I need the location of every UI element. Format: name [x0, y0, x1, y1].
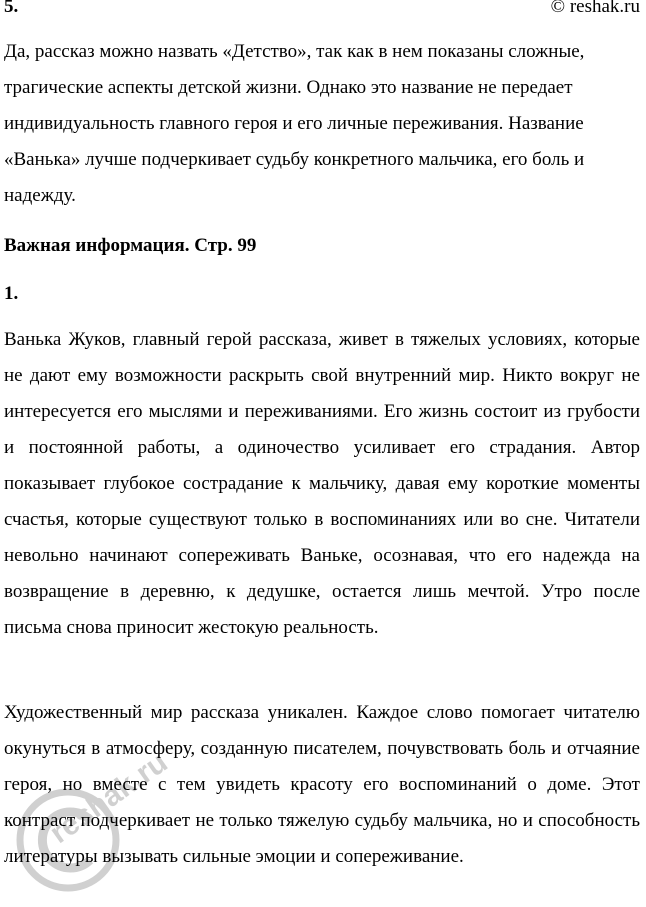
item-number: 1. — [4, 283, 19, 304]
body-paragraph-2: Художественный мир рассказа уникален. Каждое слово помогает читателю окунуться в атмосферу, созданную писателем, почувствовать боль и отчаяние героя, но вместе с тем увидеть красоту его воспоминаний о доме. Этот контраст подчеркивает не только тяжелую судьбу мальчика, но и способность литературы вызывать сильные эмоции и сопереживание. — [4, 702, 640, 867]
copyright-label: © reshak.ru — [550, 0, 640, 17]
task-number: 5. — [4, 0, 19, 17]
page-header — [0, 0, 646, 28]
intro-paragraph: Да, рассказ можно назвать «Детство», так как в нем показаны сложные, трагические аспекты детской жизни. Однако это название не передает индивидуальность главного героя и его личные переживания. Название «Ванька» лучше подчеркивает судьбу конкретного мальчика, его боль и надежду. — [4, 41, 585, 206]
body-paragraph-1: Ванька Жуков, главный герой рассказа, живет в тяжелых условиях, которые не дают ему возможности раскрыть свой внутренний мир. Никто вокруг не интересуется его мыслями и переживаниями. Его жизнь состоит из грубости и постоянной работы, а одиночество усиливает его страдания. Автор показывает глубокое сострадание к мальчику, давая ему короткие моменты счастья, которые существуют только в воспоминаниях или во сне. Читатели невольно начинают сопереживать Ваньке, осознавая, что его надежда на возвращение в деревню, к дедушке, остается лишь мечтой. Утро после письма снова приносит жестокую реальность. — [4, 329, 640, 638]
section-heading: Важная информация. Стр. 99 — [4, 235, 257, 256]
watermark-text: reshak.ru — [43, 745, 174, 851]
